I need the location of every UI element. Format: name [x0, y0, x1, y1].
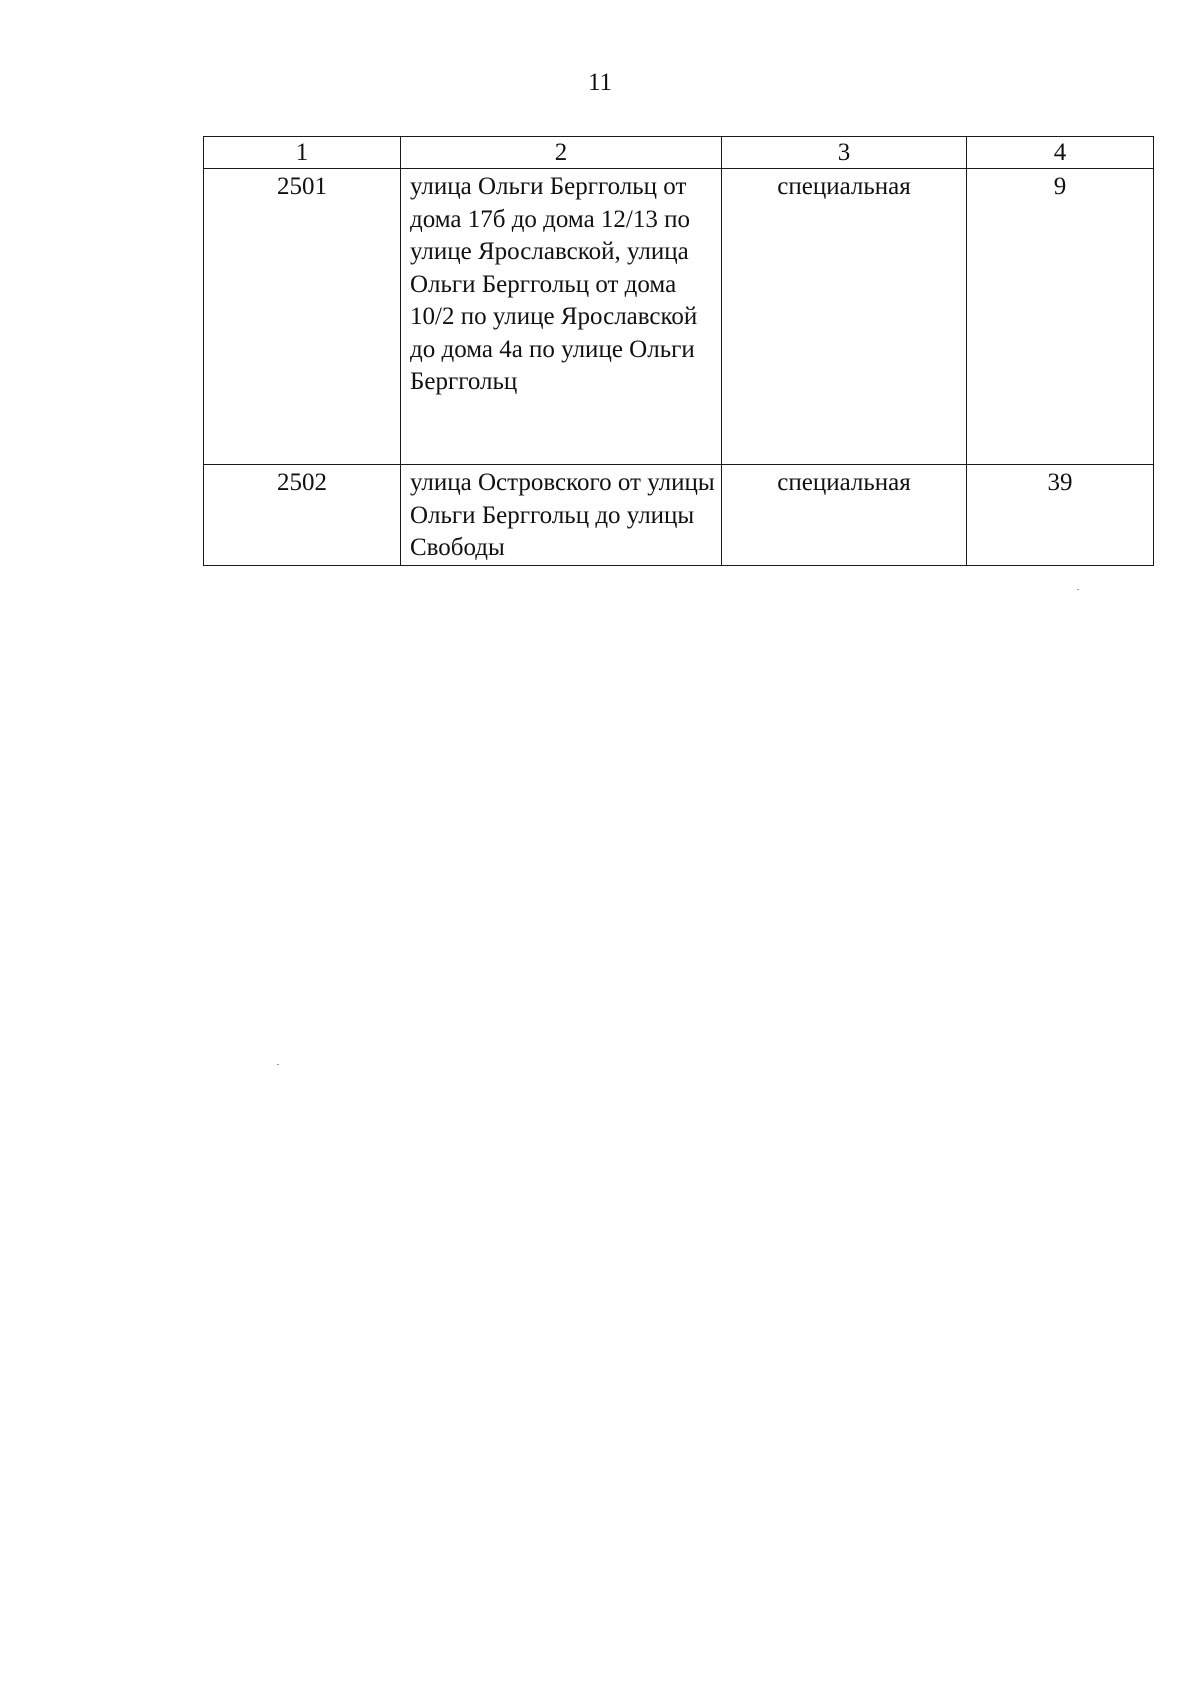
column-header-2: 2 [401, 137, 722, 169]
street-description: улица Островского от улицы Ольги Берггольц до улицы Свободы [410, 469, 715, 561]
value-cell [967, 169, 1154, 465]
row-number-cell [204, 169, 401, 465]
road-type-cell [722, 169, 967, 465]
table-header-row [204, 137, 1154, 169]
street-description-cell [401, 465, 722, 566]
road-type-cell [722, 465, 967, 566]
value-cell [967, 465, 1154, 566]
table-row [204, 169, 1154, 465]
scan-speck [277, 1064, 279, 1065]
scan-speck [1077, 589, 1079, 590]
row-number: 2502 [277, 469, 327, 496]
street-description-cell [401, 169, 722, 465]
row-number-cell [204, 465, 401, 566]
page-number: 11 [587, 69, 613, 96]
column-header-1: 1 [204, 137, 401, 169]
column-header-4: 4 [967, 137, 1154, 169]
row-value: 39 [1047, 469, 1073, 496]
street-description: улица Ольги Берггольц от дома 17б до дома 12/13 по улице Ярославской, улица Ольги Берггольц от дома 10/2 по улице Ярославской до дома 4а по улице Ольги Берггольц [410, 173, 698, 395]
data-table [203, 136, 1154, 566]
table-row [204, 465, 1154, 566]
row-value: 9 [1053, 173, 1067, 200]
column-header-3: 3 [722, 137, 967, 169]
road-type: специальная [777, 469, 911, 496]
row-number: 2501 [277, 173, 327, 200]
road-type: специальная [777, 173, 911, 200]
